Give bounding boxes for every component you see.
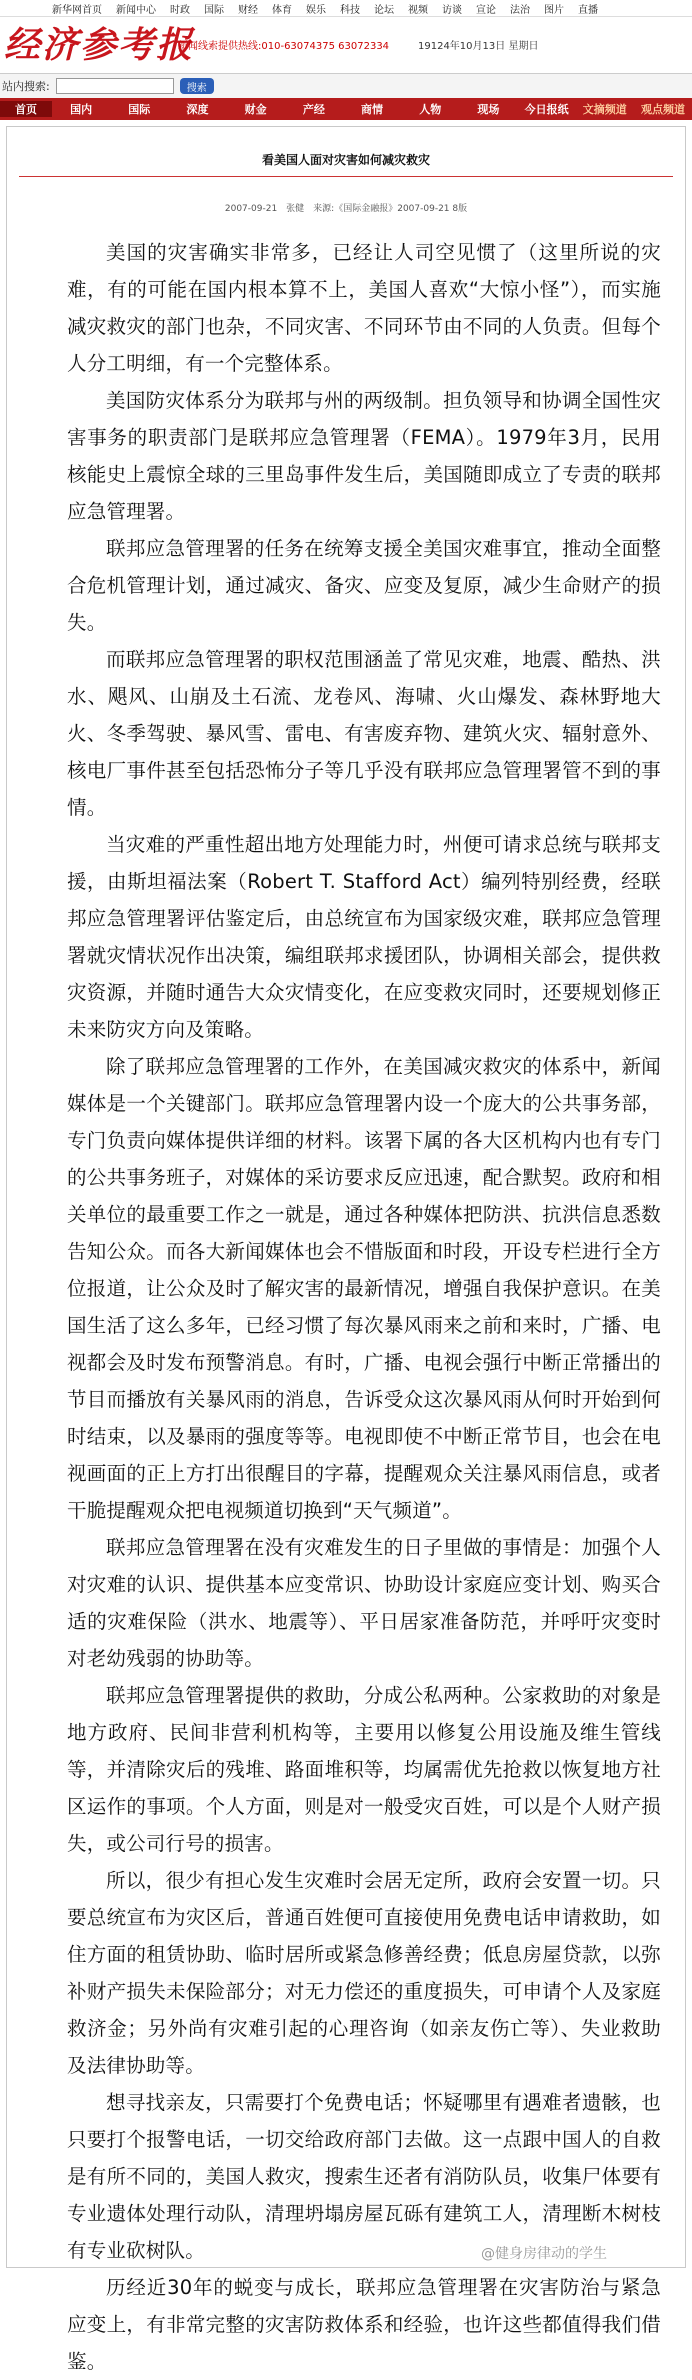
- article-paragraph: 当灾难的严重性超出地方处理能力时，州便可请求总统与联邦支援，由斯坦福法案（Robert T. Stafford Act）编列特别经费，经联邦应急管理署评估鉴定后，由总统宣布为国家级灾难，联邦应急管理署就灾情状况作出决策，编组联邦求援团队，协调相关部会，提供救灾资源，并随时通告大众灾情变化，在应变救灾同时，还要规划修正未来防灾方向及策略。: [67, 833, 661, 1041]
- main-nav-item[interactable]: 观点频道: [640, 103, 685, 116]
- top-nav-item[interactable]: 财经: [238, 4, 258, 16]
- main-nav-item[interactable]: 现场: [477, 103, 500, 116]
- top-nav-item[interactable]: 论坛: [374, 4, 394, 16]
- article-title: 看美国人面对灾害如何减灾救灾: [261, 153, 430, 167]
- top-nav-item[interactable]: 图片: [544, 4, 564, 16]
- article-body: [7, 234, 685, 2380]
- masthead: [0, 17, 692, 73]
- title-divider: [19, 176, 673, 177]
- article-paragraph: 美国的灾害确实非常多，已经让人司空见惯了（这里所说的灾难，有的可能在国内根本算不上，美国人喜欢“大惊小怪”），而实施减灾救灾的部门也杂，不同灾害、不同环节由不同的人负责。但每个人分工明细，有一个完整体系。: [67, 241, 661, 375]
- top-nav-item[interactable]: 国际: [204, 4, 224, 16]
- main-nav-item[interactable]: 产经: [302, 103, 325, 116]
- article-paragraph: 除了联邦应急管理署的工作外，在美国减灾救灾的体系中，新闻媒体是一个关键部门。联邦应急管理署内设一个庞大的公共事务部，专门负责向媒体提供详细的材料。该署下属的各大区机构内也有专门的公共事务班子，对媒体的采访要求反应迅速，配合默契。政府和相关单位的最重要工作之一就是，通过各种媒体把防洪、抗洪信息悉数告知公众。而各大新闻媒体也会不惜版面和时段，开设专栏进行全方位报道，让公众及时了解灾害的最新情况，增强自我保护意识。在美国生活了这么多年，已经习惯了每次暴风雨来之前和来时，广播、电视都会及时发布预警消息。有时，广播、电视会强行中断正常播出的节目而播放有关暴风雨的消息，告诉受众这次暴风雨从何时开始到何时结束，以及暴雨的强度等等。电视即使不中断正常节目，也会在电视画面的正上方打出很醒目的字幕，提醒观众关注暴风雨信息，或者干脆提醒观众把电视频道切换到“天气频道”。: [67, 1055, 661, 1522]
- top-nav: [0, 0, 692, 17]
- article-frame: [6, 126, 686, 2373]
- top-nav-item[interactable]: 宣论: [476, 4, 496, 16]
- article-paragraph: 联邦应急管理署的任务在统筹支援全美国灾难事宜，推动全面整合危机管理计划，通过减灾、备灾、应变及复原，减少生命财产的损失。: [67, 537, 661, 634]
- article-paragraph: 联邦应急管理署在没有灾难发生的日子里做的事情是：加强个人对灾难的认识、提供基本应变常识、协助设计家庭应变计划、购买合适的灾难保险（洪水、地震等）、平日居家准备防范，并呼吁灾变时对老幼残弱的协助等。: [67, 1536, 661, 1670]
- main-nav-home[interactable]: 首页: [0, 101, 52, 117]
- search-bar: [0, 73, 692, 98]
- news-hotline: 新闻线索提供热线:010-63074375 63072334: [178, 41, 390, 52]
- main-nav-item[interactable]: 财金: [244, 103, 267, 116]
- article-paragraph: 所以，很少有担心发生灾难时会居无定所，政府会安置一切。只要总统宣布为灾区后，普通百姓便可直接使用免费电话申请救助，如住方面的租赁协助、临时居所或紧急修善经费；低息房屋贷款，以弥补财产损失未保险部分；对无力偿还的重度损失，可申请个人及家庭救济金；另外尚有灾难引起的心理咨询（如亲友伤亡等）、失业救助及法律协助等。: [67, 1869, 661, 2077]
- search-button[interactable]: 搜索: [180, 78, 214, 94]
- top-nav-item[interactable]: 娱乐: [306, 4, 326, 16]
- top-nav-item[interactable]: 时政: [170, 4, 190, 16]
- search-input[interactable]: [56, 78, 174, 94]
- article-paragraph: 联邦应急管理署提供的救助，分成公私两种。公家救助的对象是地方政府、民间非营利机构等，主要用以修复公用设施及维生管线等，并清除灾后的残堆、路面堆积等，均属需优先抢救以恢复地方社区运作的事项。个人方面，则是对一般受灾百姓，可以是个人财产损失，或公司行号的损害。: [67, 1684, 661, 1855]
- main-nav-item[interactable]: 国际: [128, 103, 151, 116]
- main-nav-item[interactable]: 深度: [186, 103, 209, 116]
- search-label: 站内搜索:: [2, 80, 50, 93]
- top-nav-item[interactable]: 新华网首页: [52, 4, 102, 16]
- top-nav-item[interactable]: 科技: [340, 4, 360, 16]
- top-nav-item[interactable]: 访谈: [442, 4, 462, 16]
- top-nav-item[interactable]: 新闻中心: [116, 4, 156, 16]
- site-logo[interactable]: 经济参考报: [4, 24, 195, 66]
- top-nav-item[interactable]: 直播: [578, 4, 598, 16]
- date-line: 19124年10月13日 星期日: [418, 41, 539, 52]
- article-paragraph: 历经近30年的蜕变与成长，联邦应急管理署在灾害防治与紧急应变上，有非常完整的灾害防救体系和经验，也许这些都值得我们借鉴。: [67, 2276, 661, 2373]
- top-nav-item[interactable]: 法治: [510, 4, 530, 16]
- article-paragraph: 美国防灾体系分为联邦与州的两级制。担负领导和协调全国性灾害事务的职责部门是联邦应急管理署（FEMA）。1979年3月，民用核能史上震惊全球的三里岛事件发生后，美国随即成立了专责的联邦应急管理署。: [67, 389, 661, 523]
- main-nav-item[interactable]: 今日报纸: [524, 103, 569, 116]
- article-meta: 2007-09-21 张健 来源:《国际金融报》2007-09-21 8版: [224, 204, 468, 214]
- top-nav-item[interactable]: 视频: [408, 4, 428, 16]
- watermark: @健身房律动的学生: [481, 2246, 607, 2262]
- main-nav-item[interactable]: 国内: [70, 103, 93, 116]
- main-nav-item[interactable]: 文摘频道: [582, 103, 627, 116]
- top-nav-item[interactable]: 体育: [272, 4, 292, 16]
- main-nav-item[interactable]: 商情: [361, 103, 384, 116]
- article-paragraph: 想寻找亲友，只需要打个免费电话；怀疑哪里有遇难者遗骸，也只要打个报警电话，一切交给政府部门去做。这一点跟中国人的自救是有所不同的，美国人救灾，搜索生还者有消防队员，收集尸体要有专业遗体处理行动队，清理坍塌房屋瓦砾有建筑工人，清理断木树枝有专业砍树队。: [67, 2091, 661, 2262]
- main-nav: [0, 98, 692, 120]
- main-nav-item[interactable]: 人物: [419, 103, 442, 116]
- article-paragraph: 而联邦应急管理署的职权范围涵盖了常见灾难，地震、酷热、洪水、飓风、山崩及土石流、龙卷风、海啸、火山爆发、森林野地大火、冬季驾驶、暴风雪、雷电、有害废弃物、建筑火灾、辐射意外、核电厂事件甚至包括恐怖分子等几乎没有联邦应急管理署管不到的事情。: [67, 648, 661, 819]
